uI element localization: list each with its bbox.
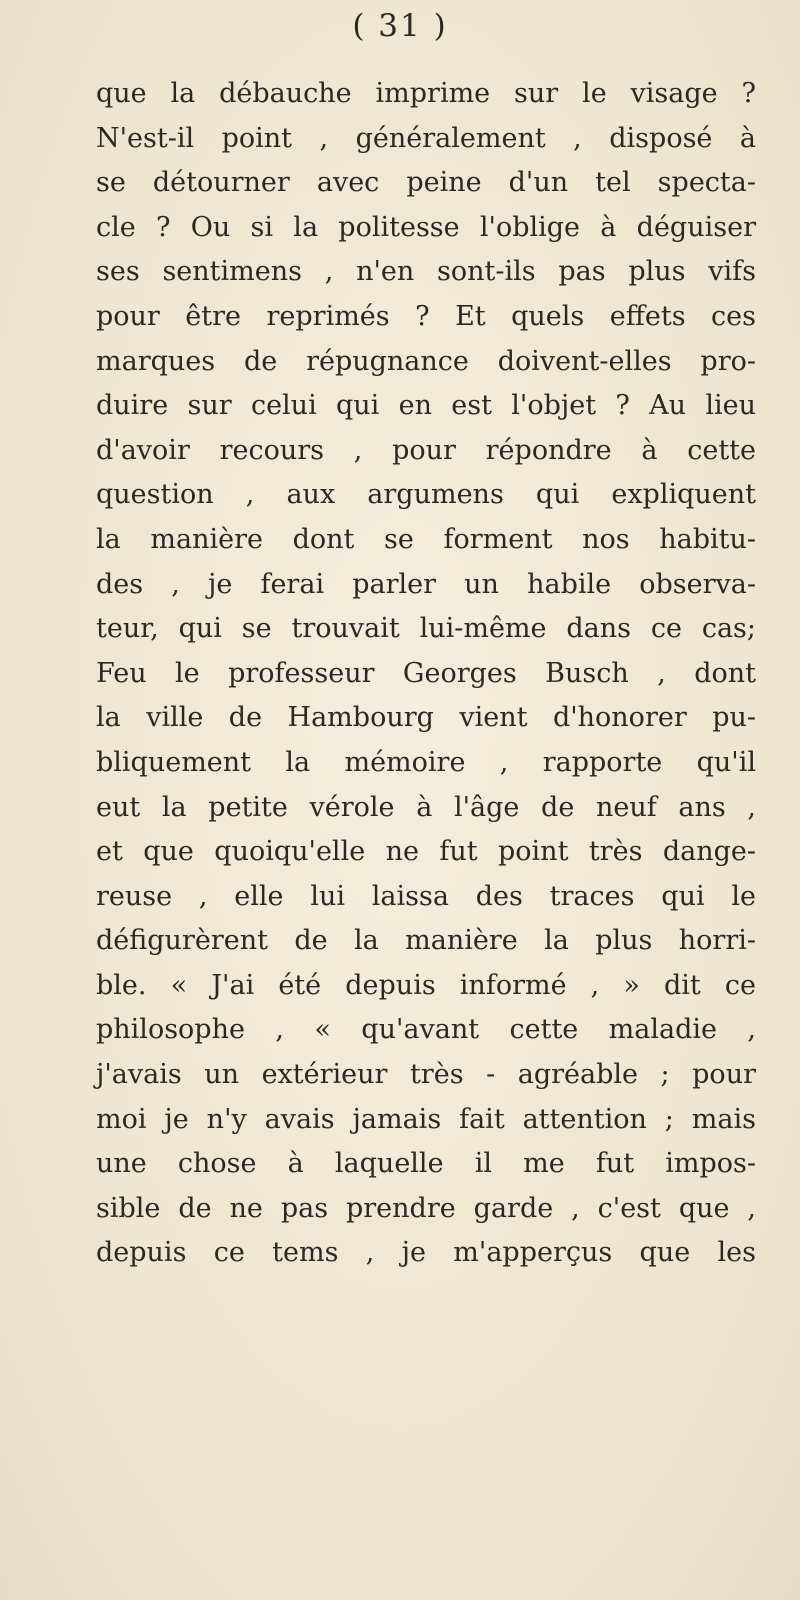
- text-line: question , aux argumens qui expliquent: [96, 479, 756, 511]
- text-line: sible de ne pas prendre garde , c'est que ,: [96, 1192, 756, 1224]
- text-line: se détourner avec peine d'un tel specta-: [96, 167, 756, 199]
- text-line: d'avoir recours , pour répondre à cette: [96, 434, 756, 466]
- text-line: moi je n'y avais jamais fait attention ; mais: [96, 1103, 756, 1135]
- text-line: pour être reprimés ? Et quels effets ces: [96, 300, 756, 332]
- text-line: que la débauche imprime sur le visage ?: [96, 78, 756, 109]
- text-line: reuse , elle lui laissa des traces qui le: [96, 880, 756, 912]
- text-line: ble. « J'ai été depuis informé , » dit ce: [96, 969, 756, 1001]
- text-line: N'est-il point , généralement , disposé à: [96, 122, 756, 154]
- text-line: cle ? Ou si la politesse l'oblige à déguiser: [96, 211, 756, 243]
- text-line: la manière dont se forment nos habitu-: [96, 523, 756, 555]
- text-line: depuis ce tems , je m'apperçus que les: [96, 1237, 756, 1269]
- text-line: défigurèrent de la manière la plus horri-: [96, 925, 756, 957]
- text-line: et que quoiqu'elle ne fut point très dange-: [96, 836, 756, 868]
- text-line: j'avais un extérieur très - agréable ; pour: [96, 1059, 756, 1091]
- text-line: la ville de Hambourg vient d'honorer pu-: [96, 702, 756, 734]
- text-line: Feu le professeur Georges Busch , dont: [96, 657, 756, 689]
- body-text: [96, 72, 756, 1276]
- text-line: ses sentimens , n'en sont-ils pas plus vifs: [96, 256, 756, 288]
- text-line: une chose à laquelle il me fut impos-: [96, 1148, 756, 1180]
- text-line: bliquement la mémoire , rapporte qu'il: [96, 746, 756, 778]
- text-line: duire sur celui qui en est l'objet ? Au lieu: [96, 390, 756, 422]
- text-line: philosophe , « qu'avant cette maladie ,: [96, 1014, 756, 1046]
- text-line: teur, qui se trouvait lui-même dans ce cas;: [96, 613, 756, 645]
- text-line: des , je ferai parler un habile observa-: [96, 568, 756, 600]
- page-number: ( 31 ): [352, 8, 448, 44]
- text-line: marques de répugnance doivent-elles pro-: [96, 345, 756, 377]
- text-line: eut la petite vérole à l'âge de neuf ans ,: [96, 791, 756, 823]
